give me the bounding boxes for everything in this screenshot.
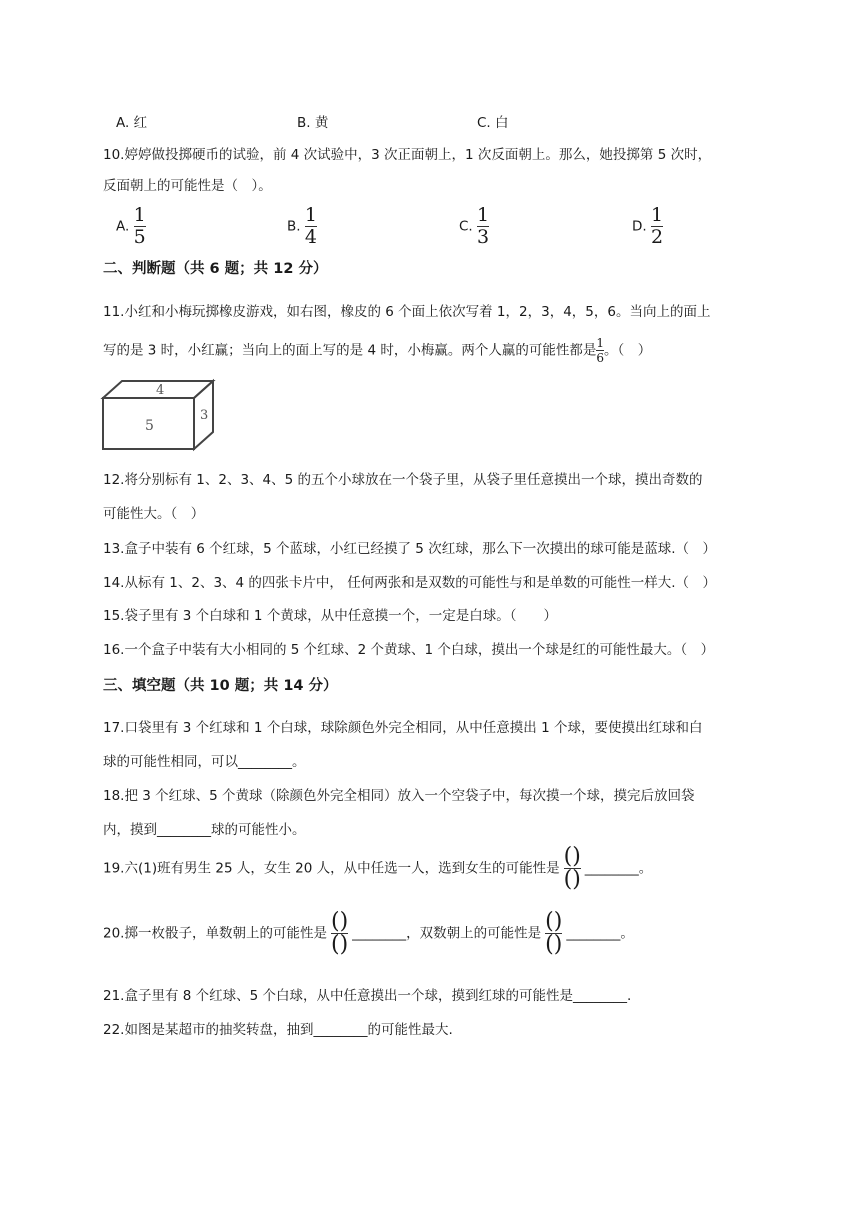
question-20	[103, 911, 634, 956]
q9-option-a: A. 红	[116, 115, 148, 131]
q19-answer-blank: ________。	[584, 860, 653, 877]
q10-option-c-label: C.	[459, 218, 473, 235]
q10-option-c	[459, 206, 489, 247]
eraser-box-figure	[100, 378, 216, 452]
q20-middle-text: ________，双数朝上的可能性是	[352, 925, 542, 942]
q10-option-a-label: A.	[116, 218, 130, 235]
q20-text: 20.掷一枚骰子，单数朝上的可能性是	[103, 925, 327, 942]
section-3-heading: 三、填空题（共 10 题；共 14 分）	[103, 678, 338, 694]
q19-text: 19.六(1)班有男生 25 人，女生 20 人，从中任选一人，选到女生的可能性是	[103, 860, 560, 877]
q10-option-b-fraction: $\frac{1}{4}$	[304, 204, 317, 248]
q10-option-a-fraction: $\frac{1}{5}$	[133, 204, 146, 248]
question-19	[103, 846, 652, 891]
section-2-heading: 二、判断题（共 6 题；共 12 分）	[103, 261, 328, 277]
q20-blank-fraction-2: () ()	[545, 909, 563, 957]
q20-blank-fraction-1: () ()	[330, 909, 349, 957]
q20-answer-blank: ________。	[566, 925, 634, 942]
q19-blank-fraction: () ()	[563, 844, 581, 892]
q9-option-b: B. 黄	[297, 115, 329, 131]
q10-option-b	[287, 206, 317, 247]
q11-line2-text: 写的是 3 时，小红赢；当向上的面上写的是 4 时，小梅赢。两个人赢的可能性都是	[103, 342, 597, 359]
question-16: 16.一个盒子中装有大小相同的 5 个红球、2 个黄球、1 个白球，摸出一个球是红的可能性最大。（ ）	[103, 642, 715, 658]
eraser-side-label: 3	[200, 408, 209, 423]
q10-option-c-fraction: $\frac{1}{3}$	[477, 204, 490, 248]
q17-line1: 17.口袋里有 3 个红球和 1 个白球，球除颜色外完全相同，从中任意摸出 1 个球，要使摸出红球和白	[103, 720, 703, 736]
question-14: 14.从标有 1、2、3、4 的四张卡片中， 任何两张和是双数的可能性与和是单数的可能性一样大.（ ）	[103, 575, 716, 591]
q11-line1: 11.小红和小梅玩掷橡皮游戏，如右图，橡皮的 6 个面上依次写着 1，2，3，4，5，6。当向上的面上	[103, 304, 711, 320]
q10-option-d-label: D.	[632, 218, 647, 235]
q12-line1: 12.将分别标有 1、2、3、4、5 的五个小球放在一个袋子里，从袋子里任意摸出一个球，摸出奇数的	[103, 472, 703, 488]
question-15: 15.袋子里有 3 个白球和 1 个黄球，从中任意摸一个，一定是白球。（ ）	[103, 608, 558, 624]
q9-option-c: C. 白	[477, 115, 509, 131]
eraser-front-label: 5	[145, 418, 154, 434]
q18-line1: 18.把 3 个红球、5 个黄球（除颜色外完全相同）放入一个空袋子中，每次摸一个球，摸完后放回袋	[103, 788, 695, 804]
q11-line2	[103, 337, 651, 364]
q11-line2-end: 。（ ）	[603, 342, 652, 359]
question-13: 13.盒子中装有 6 个红球，5 个蓝球，小红已经摸了 5 次红球，那么下一次摸出的球可能是蓝球.（ ）	[103, 541, 716, 557]
q10-line1: 10.婷婷做投掷硬币的试验，前 4 次试验中，3 次正面朝上，1 次反面朝上。那么，她投掷第 5 次时，	[103, 147, 712, 163]
eraser-top-label: 4	[156, 383, 165, 398]
q10-option-a	[116, 206, 146, 247]
q18-line2: 内，摸到________球的可能性小。	[103, 822, 306, 838]
question-22: 22.如图是某超市的抽奖转盘，抽到________的可能性最大.	[103, 1022, 453, 1038]
question-21: 21.盒子里有 8 个红球、5 个白球，从中任意摸出一个球，摸到红球的可能性是________.	[103, 988, 632, 1004]
q11-fraction: $\frac{1}{6}$	[596, 336, 604, 365]
q10-option-d	[632, 206, 663, 247]
q10-option-d-fraction: $\frac{1}{2}$	[650, 204, 664, 248]
q17-line2: 球的可能性相同，可以________。	[103, 754, 306, 770]
q12-line2: 可能性大。（ ）	[103, 506, 205, 522]
q10-option-b-label: B.	[287, 218, 301, 235]
q10-line2: 反面朝上的可能性是（ ）。	[103, 178, 272, 194]
